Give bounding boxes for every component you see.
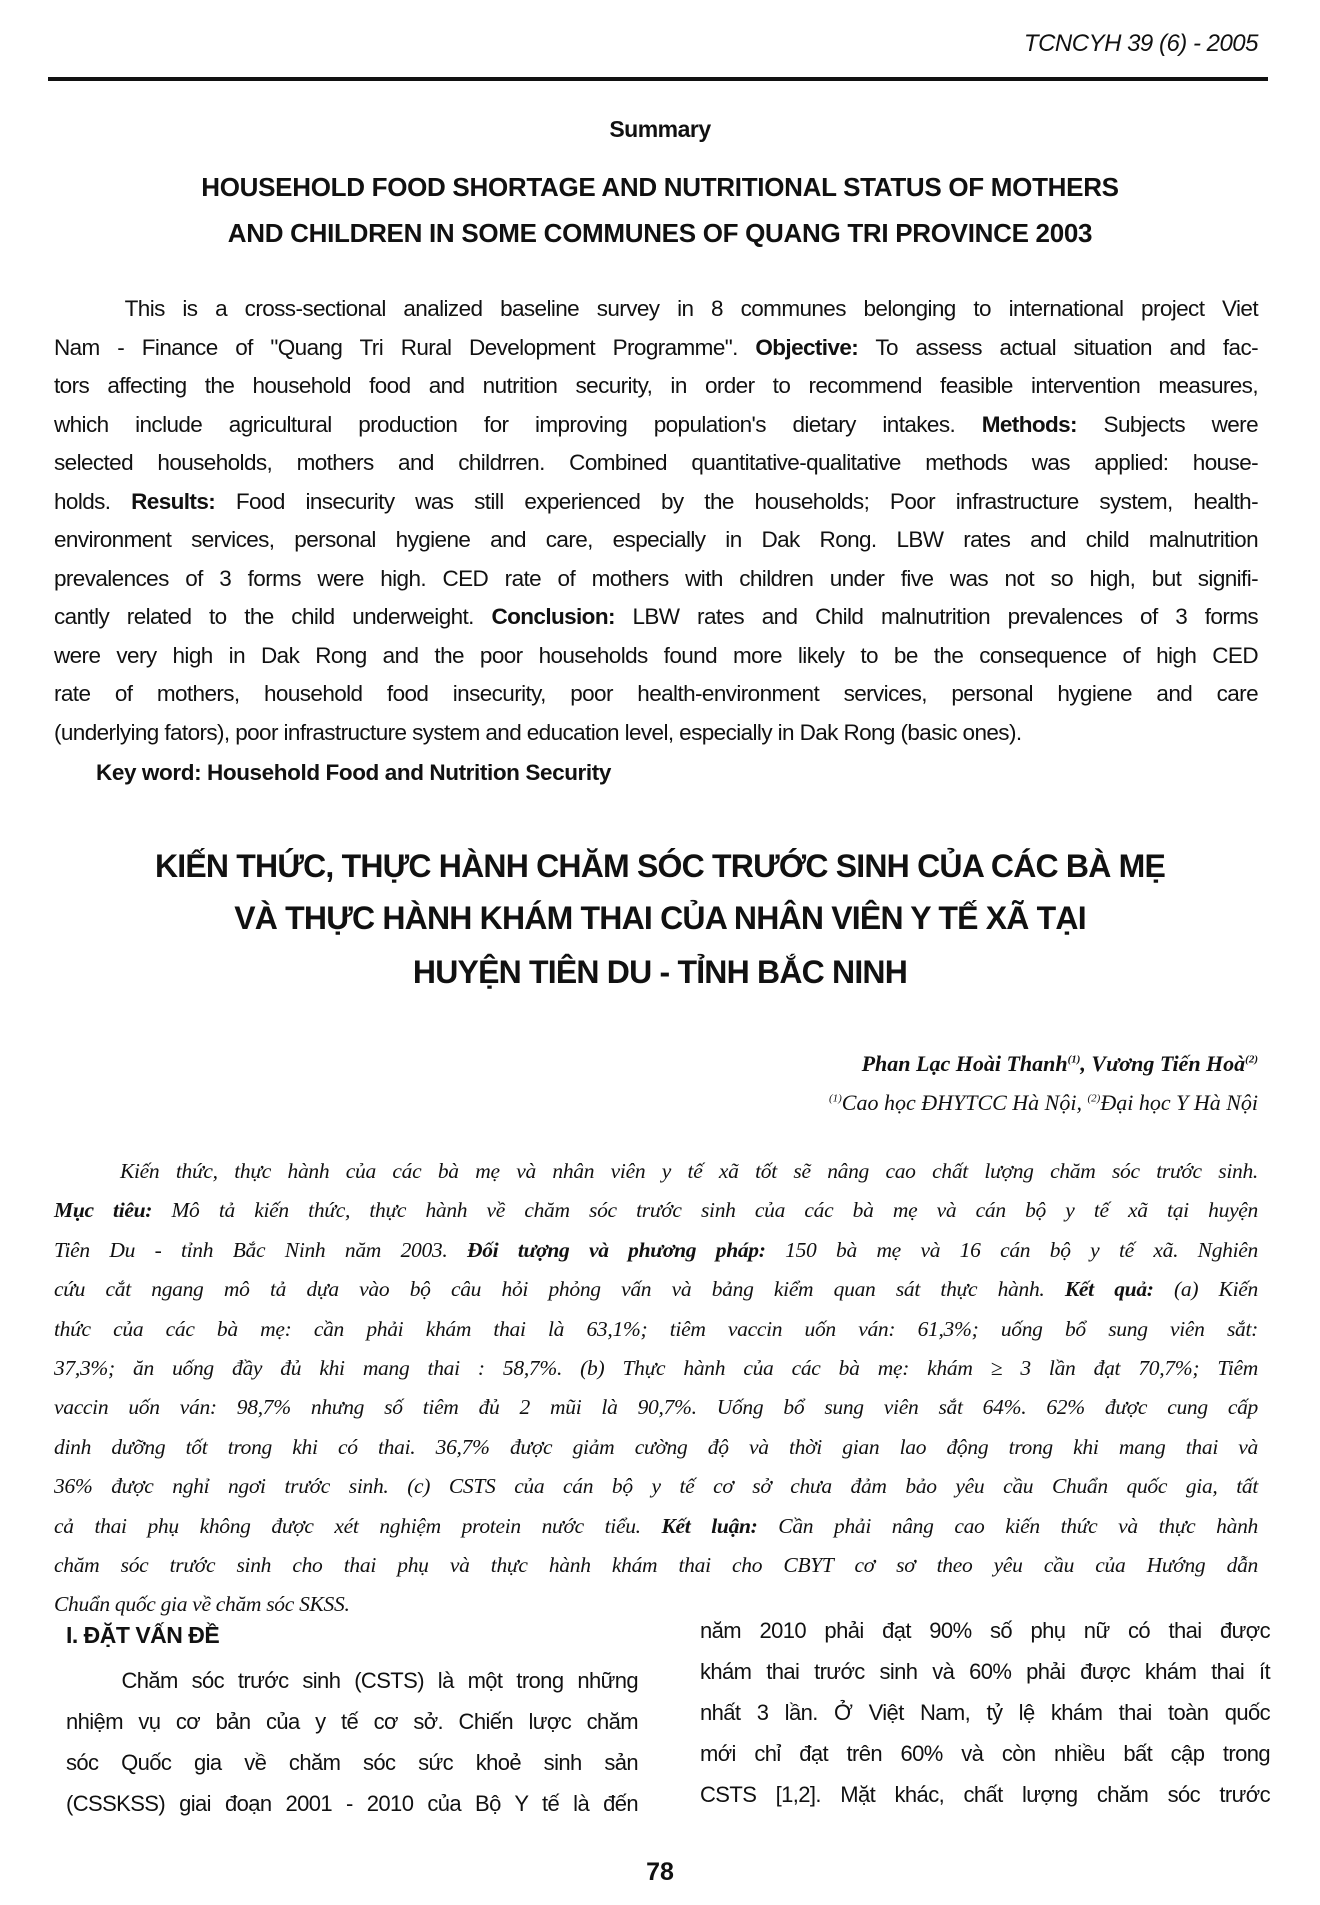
text-line (54, 1349, 1258, 1388)
affil-2-mark: (2) (1087, 1092, 1101, 1105)
bold-label: Đối tượng và phương pháp: (466, 1237, 766, 1262)
author-separator: , (1080, 1051, 1092, 1076)
text-segment: To assess actual situation and fac- (858, 334, 1258, 360)
affiliations (829, 1090, 1258, 1116)
english-abstract (0, 290, 1320, 760)
body-text-line: khám thai trước sinh và 60% phải được khám thai ít (700, 1659, 1270, 1684)
text-segment: LBW rates and Child malnutrition prevalences of 3 forms (614, 604, 1259, 629)
english-title-line-1: HOUSEHOLD FOOD SHORTAGE AND NUTRITIONAL STATUS OF MOTHERS (201, 172, 1119, 202)
text-segment: environment services, personal hygiene and care, especially in Dak Rong. LBW rates and child malnutrition (54, 527, 1258, 552)
author-2: Vương Tiến Hoà (1091, 1051, 1246, 1076)
text-segment: Cần phải nâng cao kiến thức và thực hành (757, 1513, 1258, 1538)
body-text-line: sóc Quốc gia về chăm sóc sức khoẻ sinh sản (66, 1750, 638, 1775)
text-line (54, 1270, 1258, 1309)
text-segment: tors affecting the household food and nutrition security, in order to recommend feasible intervention measures, (54, 373, 1258, 398)
text-line (54, 1388, 1258, 1427)
text-line (54, 483, 1258, 522)
text-line (54, 1507, 1258, 1546)
text-line (54, 290, 1258, 329)
text-segment: which include agricultural production for improving population's dietary intakes. (54, 411, 982, 437)
text-line (54, 329, 1258, 368)
bold-label: Objective: (755, 334, 859, 360)
text-segment: Subjects were (1076, 411, 1258, 437)
text-segment: (underlying fators), poor infrastructure system and education level, especially in Dak Rong (basic ones). (54, 719, 1022, 745)
header-rule (48, 77, 1268, 81)
body-text-line: nhất 3 lần. Ở Việt Nam, tỷ lệ khám thai toàn quốc (700, 1700, 1270, 1725)
text-segment: selected households, mothers and childrren. Combined quantitative-qualitative methods was applied: house- (54, 450, 1258, 475)
article-title-line-1: KIẾN THỨC, THỰC HÀNH CHĂM SÓC TRƯỚC SINH CỦA CÁC BÀ MẸ (154, 848, 1166, 884)
section-heading: I. ĐẶT VẤN ĐỀ (66, 1622, 220, 1648)
english-title-line-2: AND CHILDREN IN SOME COMMUNES OF QUANG TRI PROVINCE 2003 (227, 218, 1093, 248)
body-column-right (700, 1618, 1270, 1838)
text-segment: Chuẩn quốc gia về chăm sóc SKSS. (54, 1592, 350, 1617)
text-segment: rate of mothers, household food insecurity, poor health-environment services, personal hygiene and care (54, 681, 1258, 706)
text-segment: Tiên Du - tỉnh Bắc Ninh năm 2003. (54, 1237, 467, 1262)
text-segment: 150 bà mẹ và 16 cán bộ y tế xã. Nghiên (765, 1237, 1258, 1262)
article-title-line-3: HUYỆN TIÊN DU - TỈNH BẮC NINH (412, 954, 908, 990)
body-text-line: CSTS [1,2]. Mặt khác, chất lượng chăm sóc trước (700, 1782, 1270, 1807)
affil-1-mark: (1) (828, 1092, 842, 1105)
body-column-left (66, 1668, 638, 1838)
page-number: 78 (646, 1858, 674, 1886)
body-text-line: mới chỉ đạt trên 60% và còn nhiều bất cập trong (700, 1741, 1270, 1766)
keywords: Key word: Household Food and Nutrition Security (96, 760, 611, 785)
text-segment: Nam - Finance of "Quang Tri Rural Development Programme". (54, 334, 756, 360)
text-line (54, 444, 1258, 483)
text-line (54, 1231, 1258, 1270)
text-line (54, 1467, 1258, 1506)
summary-label: Summary (609, 116, 711, 142)
text-line (54, 675, 1258, 714)
text-segment: chăm sóc trước sinh cho thai phụ và thực hành khám thai cho CBYT cơ sơ theo yêu cầu của Hướng dẫn (54, 1553, 1258, 1577)
body-text-line: Chăm sóc trước sinh (CSTS) là một trong những (66, 1668, 638, 1693)
text-line (54, 1152, 1258, 1191)
text-segment: 37,3%; ăn uống đầy đủ khi mang thai : 58,7%. (b) Thực hành của các bà mẹ: khám ≥ 3 lần đạt 70,7%; Tiêm (54, 1356, 1258, 1380)
text-line (54, 637, 1258, 676)
author-1-affil-mark: (1) (1067, 1053, 1081, 1066)
text-line (54, 406, 1258, 445)
text-segment: vaccin uốn ván: 98,7% nhưng số tiêm đủ 2 mũi là 90,7%. Uống bổ sung viên sắt 64%. 62% được cung cấp (54, 1395, 1258, 1420)
text-segment: cứu cắt ngang mô tả dựa vào bộ câu hỏi phỏng vấn và bảng kiểm quan sát thực hành. (54, 1277, 1065, 1302)
affiliation-2: Đại học Y Hà Nội (1100, 1090, 1258, 1115)
text-line (54, 521, 1258, 560)
bold-label: Kết luận: (661, 1513, 758, 1538)
text-segment: This is a cross-sectional analized baseline survey in 8 communes belonging to international project Viet (54, 296, 1258, 321)
affiliation-1: Cao học ĐHYTCC Hà Nội, (841, 1090, 1088, 1115)
author-2-affil-mark: (2) (1245, 1053, 1258, 1066)
body-text-line: (CSSKSS) giai đoạn 2001 - 2010 của Bộ Y tế là đến (66, 1791, 638, 1816)
text-segment: cantly related to the child underweight. (54, 604, 492, 629)
authors (862, 1051, 1258, 1077)
bold-label: Mục tiêu: (54, 1198, 153, 1223)
text-segment: prevalences of 3 forms were high. CED rate of mothers with children under five was not so high, but signifi- (54, 565, 1258, 591)
text-segment: Kiến thức, thực hành của các bà mẹ và nhân viên y tế xã tốt sẽ nâng cao chất lượng chăm sóc trước sinh. (54, 1159, 1258, 1183)
text-segment: Food insecurity was still experienced by the households; Poor infrastructure system, health- (215, 488, 1258, 514)
author-1: Phan Lạc Hoài Thanh (861, 1051, 1068, 1076)
text-segment: Mô tả kiến thức, thực hành về chăm sóc trước sinh của các bà mẹ và cán bộ y tế xã tại huyện (152, 1198, 1258, 1223)
bold-label: Conclusion: (491, 604, 615, 629)
text-line (54, 367, 1258, 406)
journal-issue-header: TCNCYH 39 (6) - 2005 (1023, 30, 1258, 57)
text-line (54, 714, 1258, 753)
text-segment: (a) Kiến (1153, 1277, 1258, 1302)
article-title-line-2: VÀ THỰC HÀNH KHÁM THAI CỦA NHÂN VIÊN Y TẾ XÃ TẠI (234, 900, 1086, 936)
text-line (54, 1428, 1258, 1467)
text-segment: thức của các bà mẹ: cần phải khám thai là 63,1%; tiêm vaccin uốn ván: 61,3%; uống bổ sung viên sắt: (54, 1316, 1258, 1341)
bold-label: Results: (131, 488, 216, 514)
vietnamese-abstract (0, 1152, 1320, 1622)
text-line (54, 560, 1258, 599)
text-line (54, 1191, 1258, 1230)
bold-label: Methods: (981, 411, 1077, 437)
text-line (54, 1310, 1258, 1349)
body-text-line: nhiệm vụ cơ bản của y tế cơ sở. Chiến lược chăm (66, 1709, 638, 1734)
text-segment: 36% được nghỉ ngơi trước sinh. (c) CSTS của cán bộ y tế cơ sở chưa đảm bảo yêu cầu Chuẩn quốc gia, tất (54, 1474, 1258, 1499)
bold-label: Kết quả: (1064, 1277, 1154, 1302)
text-segment: cả thai phụ không được xét nghiệm protein nước tiểu. (54, 1513, 662, 1538)
text-line (54, 598, 1258, 637)
text-line (54, 1546, 1258, 1585)
text-segment: were very high in Dak Rong and the poor households found more likely to be the consequence of high CED (54, 642, 1258, 668)
text-segment: holds. (54, 488, 132, 514)
body-text-line: năm 2010 phải đạt 90% số phụ nữ có thai được (700, 1618, 1270, 1643)
text-segment: dinh dưỡng tốt trong khi có thai. 36,7% được giảm cường độ và thời gian lao động trong khi mang thai và (54, 1434, 1258, 1459)
